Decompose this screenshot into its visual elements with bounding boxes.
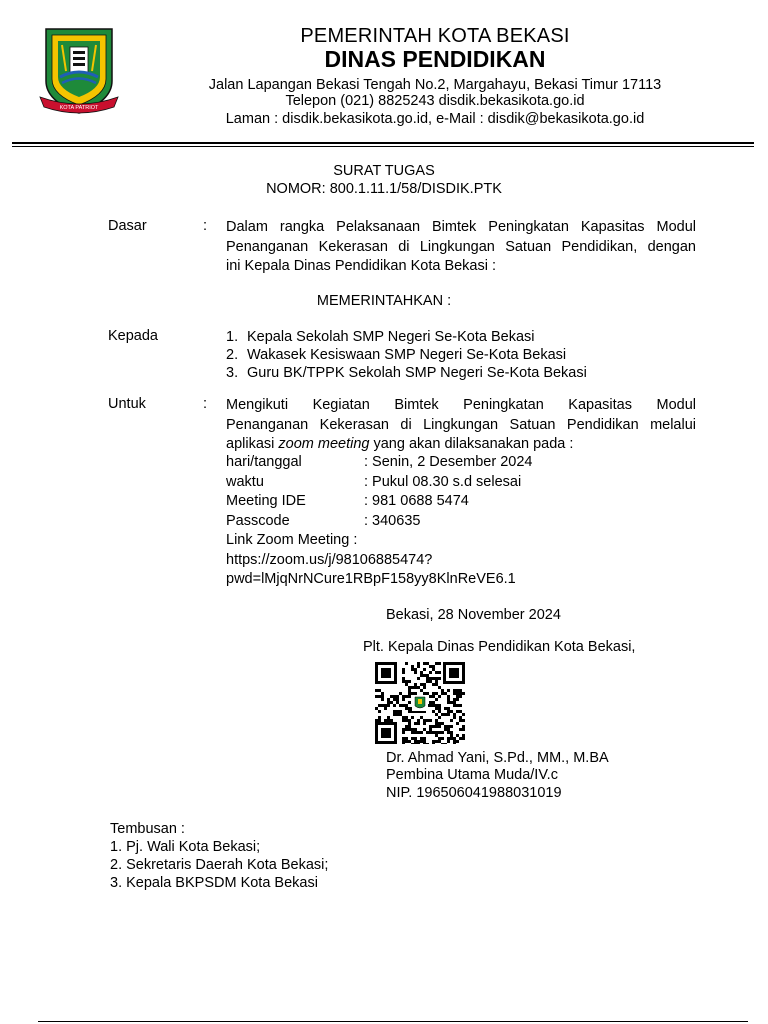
signer-position: Plt. Kepala Dinas Pendidikan Kota Bekasi, bbox=[363, 639, 636, 655]
place-date: Bekasi, 28 November 2024 bbox=[386, 607, 561, 623]
untuk-line: aplikasi zoom meeting yang akan dilaksanakan pada : bbox=[226, 436, 574, 452]
detail-row: waktu : Pukul 08.30 s.d selesai bbox=[226, 473, 522, 490]
qr-code bbox=[375, 662, 465, 744]
tembusan-section bbox=[110, 820, 328, 892]
letter-title: SURAT TUGAS bbox=[333, 163, 435, 179]
untuk-label: Untuk bbox=[108, 396, 146, 412]
list-item: 1. Kepala Sekolah SMP Negeri Se-Kota Bekasi bbox=[226, 329, 535, 345]
dasar-line: ini Kepala Dinas Pendidikan Kota Bekasi : bbox=[226, 258, 497, 274]
dasar-line: Dalam rangka Pelaksanaan Bimtek Peningkatan Kapasitas Modul bbox=[226, 219, 696, 235]
detail-row: hari/tanggal : Senin, 2 Desember 2024 bbox=[226, 454, 533, 470]
dasar-paragraph bbox=[226, 218, 696, 277]
zoom-link-url[interactable]: https://zoom.us/j/98106885474? bbox=[226, 551, 433, 568]
zoom-link-label: Link Zoom Meeting : bbox=[226, 532, 358, 548]
memerintahkan-heading: MEMERINTAHKAN : bbox=[316, 293, 452, 309]
detail-row: Passcode : 340635 bbox=[226, 512, 421, 529]
kota-bekasi-emblem bbox=[36, 23, 122, 119]
untuk-line: Mengikuti Kegiatan Bimtek Peningkatan Kapasitas Modul bbox=[226, 397, 696, 413]
untuk-colon: : bbox=[203, 396, 208, 412]
list-item: 2. Sekretaris Daerah Kota Bekasi; bbox=[110, 857, 329, 873]
header-address: Jalan Lapangan Bekasi Tengah No.2, Margahayu, Bekasi Timur 17113 bbox=[208, 77, 662, 93]
untuk-line: Penanganan Kekerasan di Lingkungan Satuan Pendidikan melalui bbox=[226, 416, 696, 433]
list-item: 1. Pj. Wali Kota Bekasi; bbox=[110, 839, 261, 855]
header-phone: Telepon (021) 8825243 disdik.bekasikota.go.id bbox=[285, 93, 585, 109]
header-agency: DINAS PENDIDIKAN bbox=[324, 46, 546, 72]
list-item: 3. Guru BK/TPPK Sekolah SMP Negeri Se-Kota Bekasi bbox=[226, 365, 587, 381]
header-divider bbox=[12, 142, 754, 144]
header-web: Laman : disdik.bekasikota.go.id, e-Mail : disdik@bekasikota.go.id bbox=[225, 111, 645, 127]
list-item: 3. Kepala BKPSDM Kota Bekasi bbox=[110, 875, 318, 891]
letter-number: NOMOR: 800.1.11.1/58/DISDIK.PTK bbox=[266, 181, 502, 197]
tembusan-label: Tembusan : bbox=[110, 821, 185, 837]
signer-nip: NIP. 196506041988031019 bbox=[386, 785, 562, 801]
dasar-colon: : bbox=[203, 218, 208, 234]
dasar-label: Dasar bbox=[108, 218, 147, 234]
header-divider-thin bbox=[12, 146, 754, 147]
detail-row: Meeting IDE : 981 0688 5474 bbox=[226, 493, 469, 509]
dasar-line: Penanganan Kekerasan di Lingkungan Satuan Pendidikan, dengan bbox=[226, 238, 696, 255]
signer-name: Dr. Ahmad Yani, S.Pd., MM., M.BA bbox=[386, 750, 609, 766]
svg-text:KOTA PATRIOT: KOTA PATRIOT bbox=[59, 105, 99, 111]
untuk-paragraph bbox=[226, 396, 696, 455]
footer-divider bbox=[38, 1021, 748, 1022]
kepada-label: Kepada bbox=[108, 328, 158, 344]
kepada-list bbox=[226, 328, 587, 382]
list-item: 2. Wakasek Kesiswaan SMP Negeri Se-Kota Bekasi bbox=[226, 347, 567, 363]
signer-rank: Pembina Utama Muda/IV.c bbox=[386, 767, 558, 783]
header-government: PEMERINTAH KOTA BEKASI bbox=[300, 25, 570, 47]
zoom-link-url-cont[interactable]: pwd=lMjqNrNCure1RBpF158yy8KlnReVE6.1 bbox=[226, 571, 516, 587]
meeting-details bbox=[226, 453, 532, 590]
